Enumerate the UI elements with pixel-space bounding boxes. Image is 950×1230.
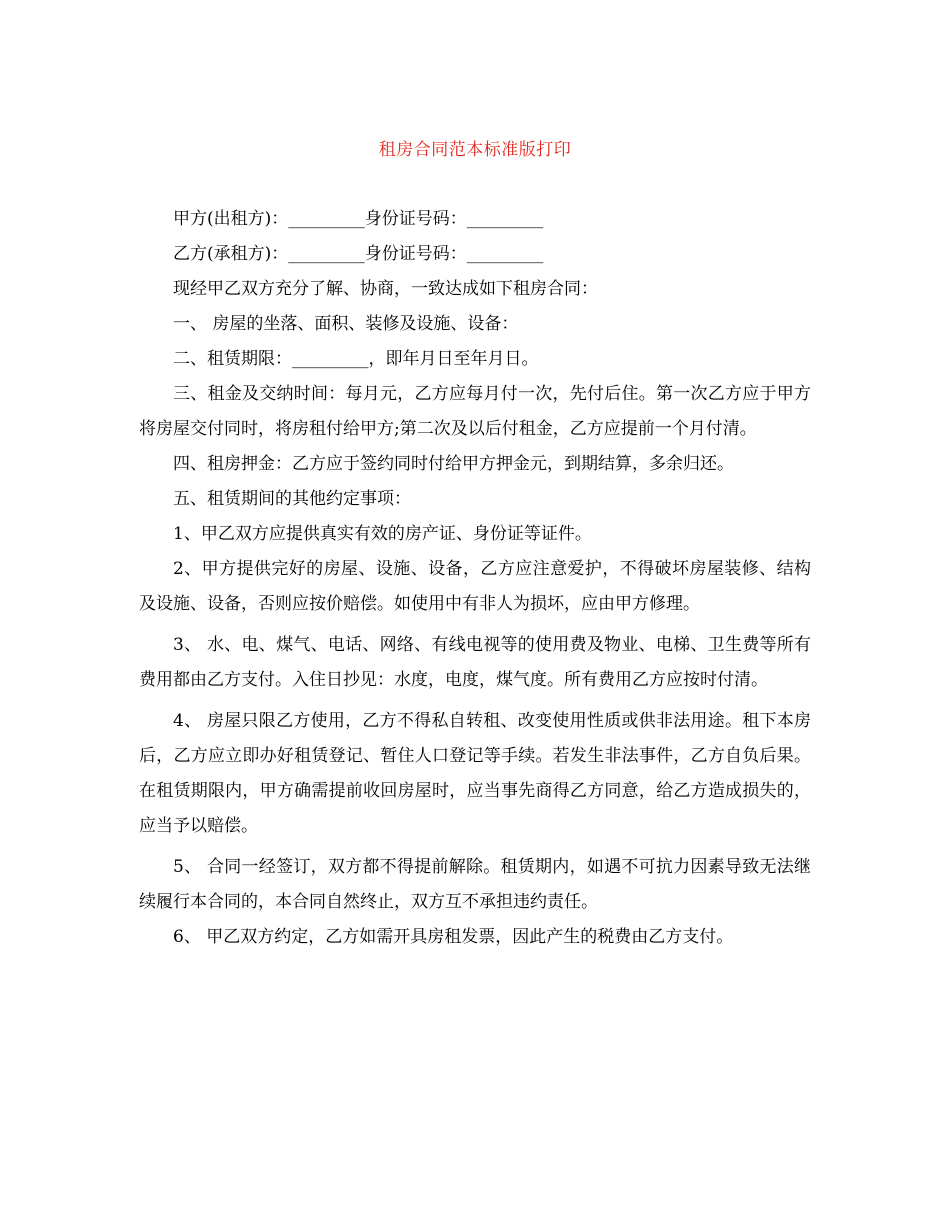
document-title: 租房合同范本标准版打印 [378, 140, 572, 160]
term-6-invoice: 6、 甲乙双方约定，乙方如需开具房租发票，因此产生的税费由乙方支付。 [173, 927, 734, 947]
clause-5-other-terms: 五、租赁期间的其他约定事项： [173, 489, 411, 509]
party-a-line: 甲方(出租方)：_________身份证号码：_________ [173, 209, 544, 229]
clause-3-rent: 三、租金及交纳时间：每月元，乙方应每月付一次，先付后住。第一次乙方应于甲方将房屋交付同时，将房租付给甲方;第二次及以后付租金，乙方应提前一个月付清。 [139, 384, 811, 439]
term-1-documents: 1、甲乙双方应提供真实有效的房产证、身份证等证件。 [173, 524, 592, 544]
clause-4-deposit: 四、租房押金：乙方应于签约同时付给甲方押金元，到期结算，多余归还。 [173, 454, 734, 474]
document-body [139, 202, 811, 955]
party-b-line: 乙方(承租方)：_________身份证号码：_________ [173, 244, 544, 264]
term-2-maintenance: 2、甲方提供完好的房屋、设施、设备，乙方应注意爱护，不得破坏房屋装修、结构及设施、设备，否则应按价赔偿。如使用中有非人为损坏，应由甲方修理。 [139, 559, 811, 614]
term-4-usage: 4、 房屋只限乙方使用，乙方不得私自转租、改变使用性质或供非法用途。租下本房后，乙方应立即办好租赁登记、暂住人口登记等手续。若发生非法事件，乙方自负后果。在租赁期限内，甲方确需提前收回房屋时，应当事先商得乙方同意，给乙方造成损失的，应当予以赔偿。 [139, 711, 811, 836]
clause-1-property: 一、 房屋的坐落、面积、装修及设施、设备： [173, 314, 519, 334]
term-3-utilities: 3、 水、电、煤气、电话、网络、有线电视等的使用费及物业、电梯、卫生费等所有费用都由乙方支付。入住日抄见：水度，电度，煤气度。所有费用乙方应按时付清。 [139, 635, 811, 690]
term-5-termination: 5、 合同一经签订，双方都不得提前解除。租赁期内，如遇不可抗力因素导致无法继续履行本合同的，本合同自然终止，双方互不承担违约责任。 [139, 857, 811, 912]
clause-2-term: 二、租赁期限：_________，即年月日至年月日。 [173, 349, 539, 369]
preamble-paragraph: 现经甲乙双方充分了解、协商，一致达成如下租房合同： [173, 279, 598, 299]
